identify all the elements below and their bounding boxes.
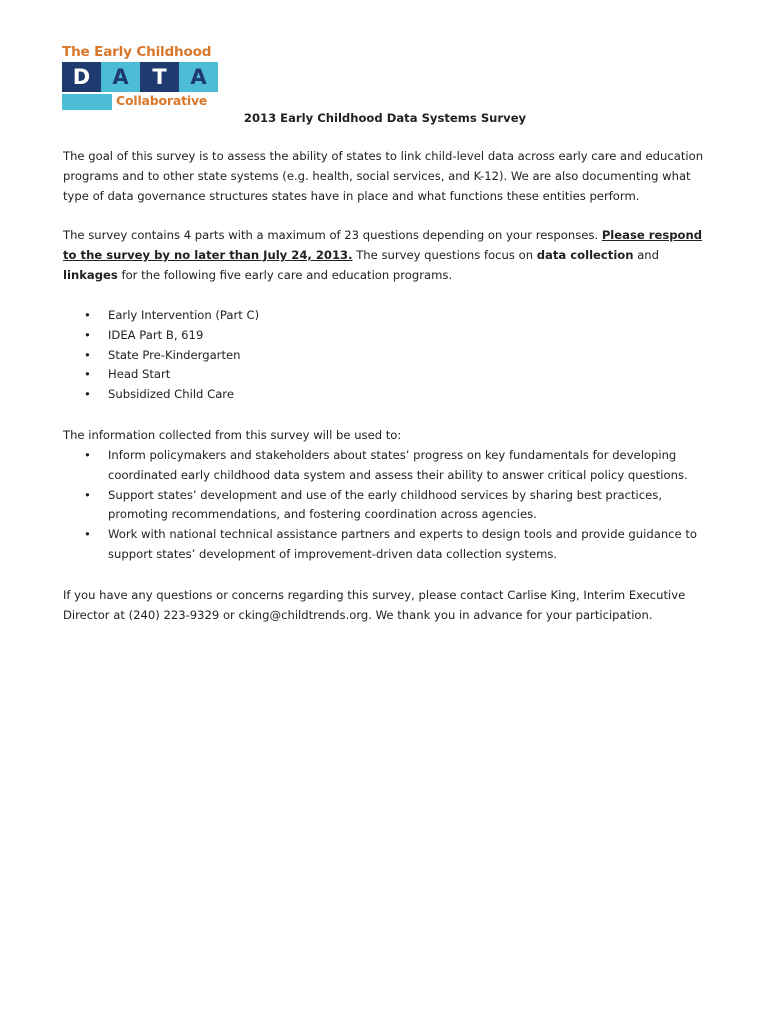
logo-letter: A xyxy=(101,62,140,92)
logo-bottom-text: Collaborative xyxy=(116,93,208,108)
logo-bottom-row xyxy=(62,94,218,110)
list-item xyxy=(63,346,713,366)
focus-linkages: linkages xyxy=(63,267,118,282)
list-item xyxy=(63,486,713,526)
logo-strip xyxy=(62,94,112,110)
deadline-text: Please respond to the survey by no later than July 24, 2013. xyxy=(63,228,703,262)
survey-info-text: The survey questions focus on xyxy=(352,247,537,262)
uses-intro: The information collected from this survey will be used to: xyxy=(63,428,402,442)
bullet-icon: • xyxy=(84,487,91,502)
bullet-icon: • xyxy=(84,527,91,542)
program-label: Early Intervention (Part C) xyxy=(108,308,260,322)
list-item xyxy=(63,306,713,326)
use-text: Work with national technical assistance partners and experts to design tools and provide guidance to support states’ development of improvement-driven data collection systems. xyxy=(108,527,697,561)
program-label: Head Start xyxy=(108,367,171,382)
logo-letter: D xyxy=(62,62,101,92)
survey-info-text: for the following five early care and education programs. xyxy=(117,267,453,282)
uses-list xyxy=(63,446,713,565)
bullet-icon: • xyxy=(84,327,91,342)
logo-letter: T xyxy=(140,62,179,92)
logo-top-text: The Early Childhood xyxy=(62,44,212,60)
intro-paragraph: The goal of this survey is to assess the ability of states to link child-level data across early care and education programs and to other state systems (e.g. health, social services, and K-12). We are also documenting what type of data governance structures states have in place and what functions these entities perform. xyxy=(63,149,704,203)
uses-list-wrapper xyxy=(63,446,713,565)
document-title: 2013 Early Childhood Data Systems Survey xyxy=(243,111,527,125)
programs-list xyxy=(63,306,713,405)
survey-info-text: The survey contains 4 parts with a maximum of 23 questions depending on your responses. xyxy=(63,228,602,242)
logo-letter: A xyxy=(179,62,218,92)
programs-list-wrapper xyxy=(63,306,713,405)
list-item xyxy=(63,385,713,405)
contact-paragraph: If you have any questions or concerns regarding this survey, please contact Carlise King, Interim Executive Director at (240) 223-9329 or cking@childtrends.org. We thank you in advance for your participation. xyxy=(63,588,686,622)
list-item xyxy=(63,365,713,385)
list-item xyxy=(63,326,713,346)
use-text: Support states’ development and use of the early childhood services by sharing best practices, promoting recommendations, and fostering coordination across agencies. xyxy=(108,487,663,522)
list-item xyxy=(63,446,713,486)
focus-data-collection: data collection xyxy=(536,247,634,262)
bullet-icon: • xyxy=(84,387,91,402)
ecdc-logo xyxy=(62,44,218,112)
program-label: IDEA Part B, 619 xyxy=(108,327,204,342)
program-label: Subsidized Child Care xyxy=(108,387,234,402)
survey-info-text: and xyxy=(633,247,660,262)
list-item xyxy=(63,525,713,565)
bullet-icon: • xyxy=(84,347,91,362)
bullet-icon: • xyxy=(84,448,91,462)
program-label: State Pre-Kindergarten xyxy=(108,347,241,362)
use-text: Inform policymakers and stakeholders about states’ progress on key fundamentals for developing coordinated early childhood data system and assess their ability to answer critical policy questions. xyxy=(108,448,688,482)
bullet-icon: • xyxy=(84,367,91,382)
bullet-icon: • xyxy=(84,308,91,322)
logo-letter-boxes xyxy=(62,62,218,92)
survey-info-paragraph xyxy=(63,226,713,285)
